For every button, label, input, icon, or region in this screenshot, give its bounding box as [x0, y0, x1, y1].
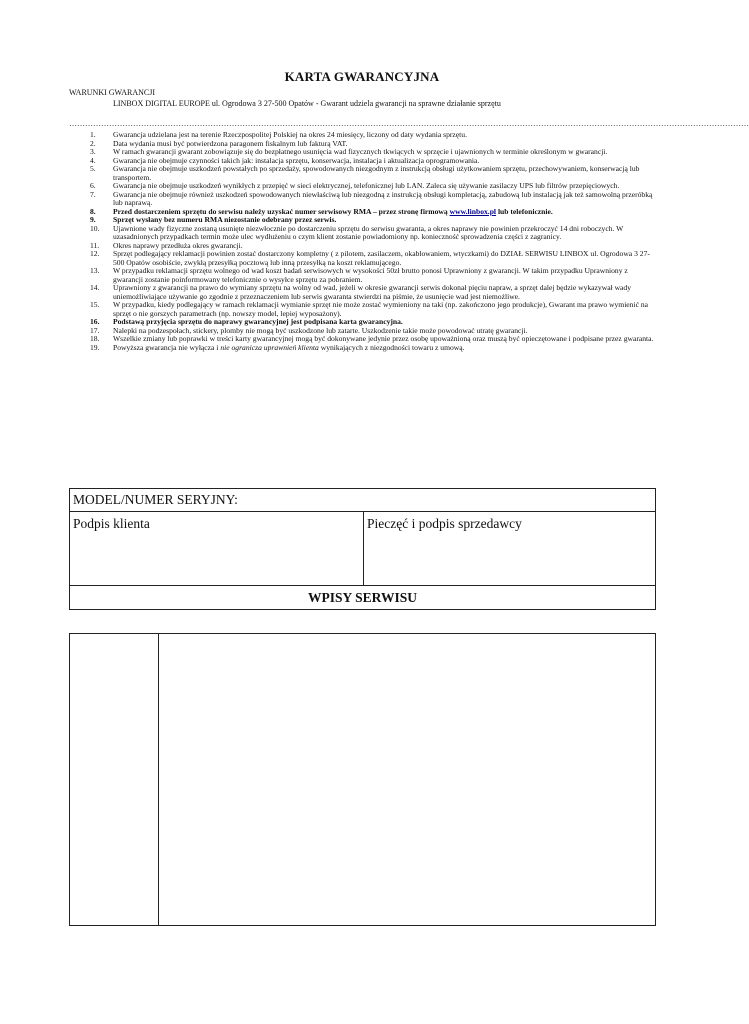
- warranty-term-item: [69, 225, 655, 242]
- term-text: Powyższa gwarancja nie wyłącza i: [113, 342, 221, 352]
- term-number: 4.: [90, 155, 96, 165]
- term-number: 19.: [90, 342, 100, 352]
- term-text: W przypadku reklamacji sprzętu wolnego od wad koszt badań serwisowych w wysokości 50zł brutto ponosi Uprawniony z gwarancji. W takim przypadku Uprawniony z gwarancji zostanie poinformowany telefonicznie o wysyłce sprzętu za pobraniem.: [113, 266, 628, 284]
- document-title: KARTA GWARANCYJNA: [284, 69, 440, 84]
- client-signature-field[interactable]: [69, 511, 364, 586]
- term-number: 11.: [90, 240, 100, 250]
- company-statement: LINBOX DIGITAL EUROPE ul. Ogrodowa 3 27-500 Opatów - Gwarant udziela gwarancji na sprawne działanie sprzętu: [113, 99, 501, 108]
- term-text: Wszelkie zmiany lub poprawki w treści karty gwarancyjnej mogą być dokonywane jedynie przez osobę upoważnioną oraz muszą być opieczętowane i podpisane przez gwaranta.: [113, 334, 654, 343]
- term-text: Podstawą przyjęcia sprzętu do naprawy gwarancyjnej jest podpisana karta gwarancyjna.: [113, 317, 403, 326]
- term-number: 6.: [90, 181, 96, 190]
- service-table-column-divider: [158, 634, 159, 925]
- term-number: 18.: [90, 334, 100, 343]
- model-serial-label: MODEL/NUMER SERYJNY:: [73, 492, 238, 507]
- term-number: 16.: [90, 317, 100, 326]
- term-number: 5.: [90, 164, 96, 173]
- term-text: Nalepki na podzespołach, stickery, plomby nie mogą być uszkodzone lub zatarte. Uszkodzenie takie może powodować utratę gwarancji.: [113, 325, 528, 335]
- term-number: 17.: [90, 325, 100, 335]
- term-number: 12.: [90, 249, 100, 258]
- term-text: W przypadku, kiedy podlegający w ramach reklamacji wymianie sprzęt nie może zostać wymieniony na taki (np. zakończono jego produkcje), Gwarant ma prawo wymienić na sprzęt o nie gorszych parametrach (np. nowszy model, lepiej wyposażony).: [113, 300, 649, 318]
- term-text: Uprawniony z gwarancji na prawo do wymiany sprzętu na wolny od wad, jeżeli w okresie gwarancji serwis dokonał pięciu napraw, a sprzęt dalej będzie wykazywał wady uniemożliwiające używanie go zgodnie z przeznaczeniem lub serwis gwaranta stwierdzi na piśmie, że usunięcie wad jest niemożliwe.: [113, 283, 632, 301]
- warranty-term-item: [69, 301, 655, 318]
- term-text: Gwarancja nie obejmuje czynności takich jak: instalacja sprzętu, konserwacja, instalacja i aktualizacja oprogramowania.: [113, 155, 480, 165]
- term-text: Sprzęt wysłany bez numeru RMA niezostanie odebrany przez serwis.: [113, 215, 337, 224]
- model-serial-field[interactable]: [69, 488, 656, 512]
- dotted-separator: …………………………………………………………………………………………………………………………………………………………………………………………………………………………………: [69, 119, 749, 128]
- seller-signature-label: Pieczęć i podpis sprzedawcy: [367, 516, 522, 531]
- warranty-term-item: [69, 284, 655, 301]
- service-entries-table[interactable]: [69, 633, 656, 926]
- seller-stamp-signature-field[interactable]: [363, 511, 656, 586]
- term-text: Sprzęt podlegający reklamacji powinien zostać dostarczony kompletny ( z pilotem, zasilaczem, okablowaniem, wtyczkami) do DZIAŁ SERWISU LINBOX ul. Ogrodowa 3 27-500 Opatów osobiście, zwykłą przesyłką pocztową lub inną przesyłką na koszt reklamującego.: [113, 249, 650, 267]
- client-signature-label: Podpis klienta: [73, 516, 150, 531]
- warranty-term-item: [69, 267, 655, 284]
- term-number: 2.: [90, 138, 96, 148]
- warranty-term-item: [69, 191, 655, 208]
- term-number: 15.: [90, 300, 100, 309]
- warranty-terms-heading: WARUNKI GWARANCJI: [69, 88, 155, 97]
- term-text: Gwarancja udzielana jest na terenie Rzeczpospolitej Polskiej na okres 24 miesięcy, liczony od daty wydania sprzętu.: [113, 130, 467, 139]
- term-text: Ujawnione wady fizyczne zostaną usunięte niezwłocznie po dostarczeniu sprzętu do serwisu gwaranta, a okres naprawy nie powinien przekroczyć 14 dni roboczych. W uzasadnionych przypadkach termin może ulec wydłużeniu o czym klient zostanie powiadomiony np. konieczność sprowadzenia części z zagranicy.: [113, 223, 624, 241]
- term-text: Okres naprawy przedłuża okres gwarancji.: [113, 240, 243, 250]
- term-number: 3.: [90, 147, 96, 156]
- term-number: 13.: [90, 266, 100, 275]
- term-text: Gwarancja nie obejmuje uszkodzeń wynikłych z przepięć w sieci elektrycznej, telefonicznej lub LAN. Zaleca się używanie zasilaczy UPS lub filtrów przepięciowych.: [113, 181, 620, 190]
- service-entries-header: [69, 585, 656, 610]
- warranty-term-item: [69, 250, 655, 267]
- term-emphasis: nie ogranicza uprawnień klienta: [220, 342, 319, 352]
- term-text: Gwarancja nie obejmuje również uszkodzeń spowodowanych niewłaściwą lub niezgodną z instrukcją obsługi kompletacją, zabudową lub instalacją jak też samowolną przeróbką lub naprawą.: [113, 189, 653, 207]
- term-text: Przed dostarczeniem sprzętu do serwisu należy uzyskać numer serwisowy RMA – przez stronę firmową: [113, 206, 450, 216]
- warranty-terms-list: [69, 131, 655, 352]
- warranty-term-item: [69, 165, 655, 182]
- term-text: lub telefonicznie.: [496, 206, 553, 216]
- term-number: 10.: [90, 223, 100, 233]
- term-text: Data wydania musi być potwierdzona paragonem fiskalnym lub fakturą VAT.: [113, 138, 348, 148]
- term-number: 1.: [90, 130, 96, 139]
- term-number: 8.: [90, 206, 96, 216]
- term-number: 14.: [90, 283, 100, 292]
- term-text: W ramach gwarancji gwarant zobowiązuje się do bezpłatnego usunięcia wad fizycznych tkwiących w sprzęcie i ujawnionych w terminie określonym w gwarancji.: [113, 147, 608, 156]
- website-link[interactable]: www.linbox.pl: [449, 206, 497, 216]
- service-entries-title: WPISY SERWISU: [308, 590, 417, 605]
- term-number: 7.: [90, 189, 96, 199]
- warranty-term-item: [69, 344, 655, 353]
- term-text: wynikających z niezgodności towaru z umową.: [318, 342, 465, 352]
- term-text: Gwarancja nie obejmuje uszkodzeń powstałych po sprzedaży, spowodowanych niezgodnym z instrukcją obsługi użytkowaniem sprzętu, przechowywaniem, konserwacją lub transportem.: [113, 164, 640, 182]
- term-number: 9.: [90, 215, 96, 224]
